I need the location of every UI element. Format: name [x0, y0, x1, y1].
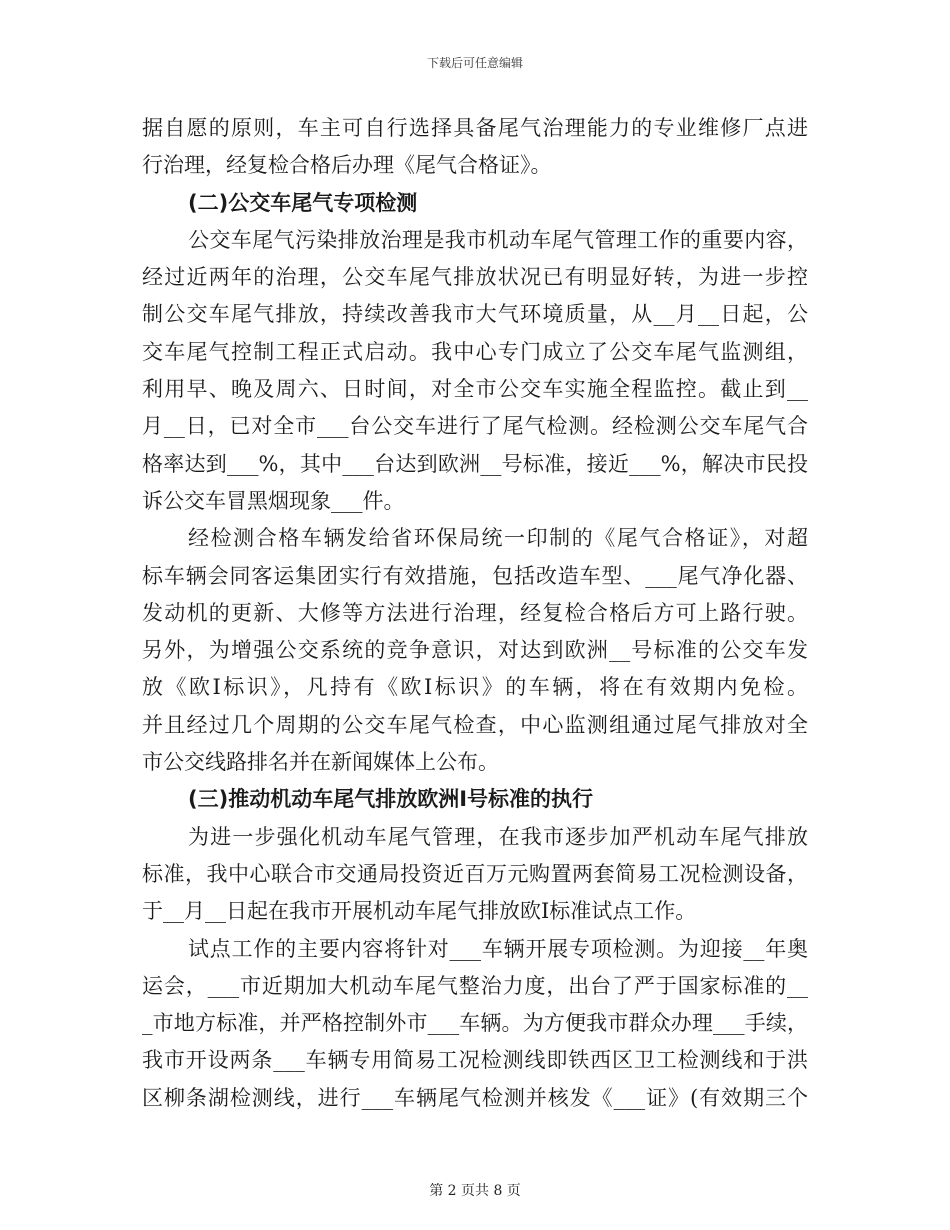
- text-line: 运会，___市近期加大机动车尾气整治力度，出台了严于国家标准的__: [142, 973, 808, 998]
- section-heading: (二)公交车尾气专项检测: [188, 190, 418, 215]
- paragraph-first-line: 为进一步强化机动车尾气管理，在我市逐步加严机动车尾气排放: [188, 824, 808, 849]
- text-line: 行治理，经复检合格后办理《尾气合格证》。: [142, 153, 552, 178]
- text-line: 发动机的更新、大修等方法进行治理，经复检合格后方可上路行驶。: [142, 600, 808, 625]
- text-line: 诉公交车冒黑烟现象___件。: [142, 488, 405, 513]
- text-line: 制公交车尾气排放，持续改善我市大气环境质量，从__月__日起，公: [142, 302, 808, 327]
- text-line: 利用早、晚及周六、日时间，对全市公交车实施全程监控。截止到__: [142, 377, 808, 402]
- text-line: 标准，我中心联合市交通局投资近百万元购置两套简易工况检测设备，: [142, 861, 808, 886]
- page-footer: 第 2 页共 8 页: [429, 1183, 521, 1199]
- text-line: 于__月__日起在我市开展机动车尾气排放欧Ⅰ标准试点工作。: [142, 899, 697, 924]
- text-line: _市地方标准，并严格控制外市___车辆。为方便我市群众办理___手续，: [142, 1011, 808, 1036]
- text-line: 区柳条湖检测线，进行___车辆尾气检测并核发《___证》(有效期三个: [142, 1085, 808, 1110]
- text-line: 我市开设两条___车辆专用简易工况检测线即铁西区卫工检测线和于洪: [142, 1048, 808, 1073]
- text-line: 市公交线路排名并在新闻媒体上公布。: [142, 750, 499, 775]
- paragraph-first-line: 公交车尾气污染排放治理是我市机动车尾气管理工作的重要内容，: [188, 227, 808, 252]
- text-line: 经过近两年的治理，公交车尾气排放状况已有明显好转，为进一步控: [142, 265, 808, 290]
- text-line: 格率达到___%，其中___台达到欧洲__号标准，接近___%，解决市民投: [142, 451, 808, 476]
- text-line: 放《欧Ⅰ标识》，凡持有《欧Ⅰ标识》的车辆，将在有效期内免检。: [142, 675, 808, 700]
- paragraph-first-line: 试点工作的主要内容将针对___车辆开展专项检测。为迎接__年奥: [188, 936, 808, 961]
- paragraph-first-line: 经检测合格车辆发给省环保局统一印制的《尾气合格证》，对超: [188, 526, 808, 551]
- document-body: [142, 110, 808, 1117]
- text-line: 另外，为增强公交系统的竞争意识，对达到欧洲__号标准的公交车发: [142, 638, 808, 663]
- text-line: 并且经过几个周期的公交车尾气检查，中心监测组通过尾气排放对全: [142, 712, 808, 737]
- section-heading: (三)推动机动车尾气排放欧洲Ⅰ号标准的执行: [188, 787, 594, 812]
- page-header: 下载后可任意编辑: [426, 56, 523, 70]
- text-line: 标车辆会同客运集团实行有效措施，包括改造车型、___尾气净化器、: [142, 563, 808, 588]
- text-line: 交车尾气控制工程正式启动。我中心专门成立了公交车尾气监测组，: [142, 339, 808, 364]
- text-line: 月__日，已对全市___台公交车进行了尾气检测。经检测公交车尾气合: [142, 414, 808, 439]
- text-line: 据自愿的原则，车主可自行选择具备尾气治理能力的专业维修厂点进: [142, 116, 808, 140]
